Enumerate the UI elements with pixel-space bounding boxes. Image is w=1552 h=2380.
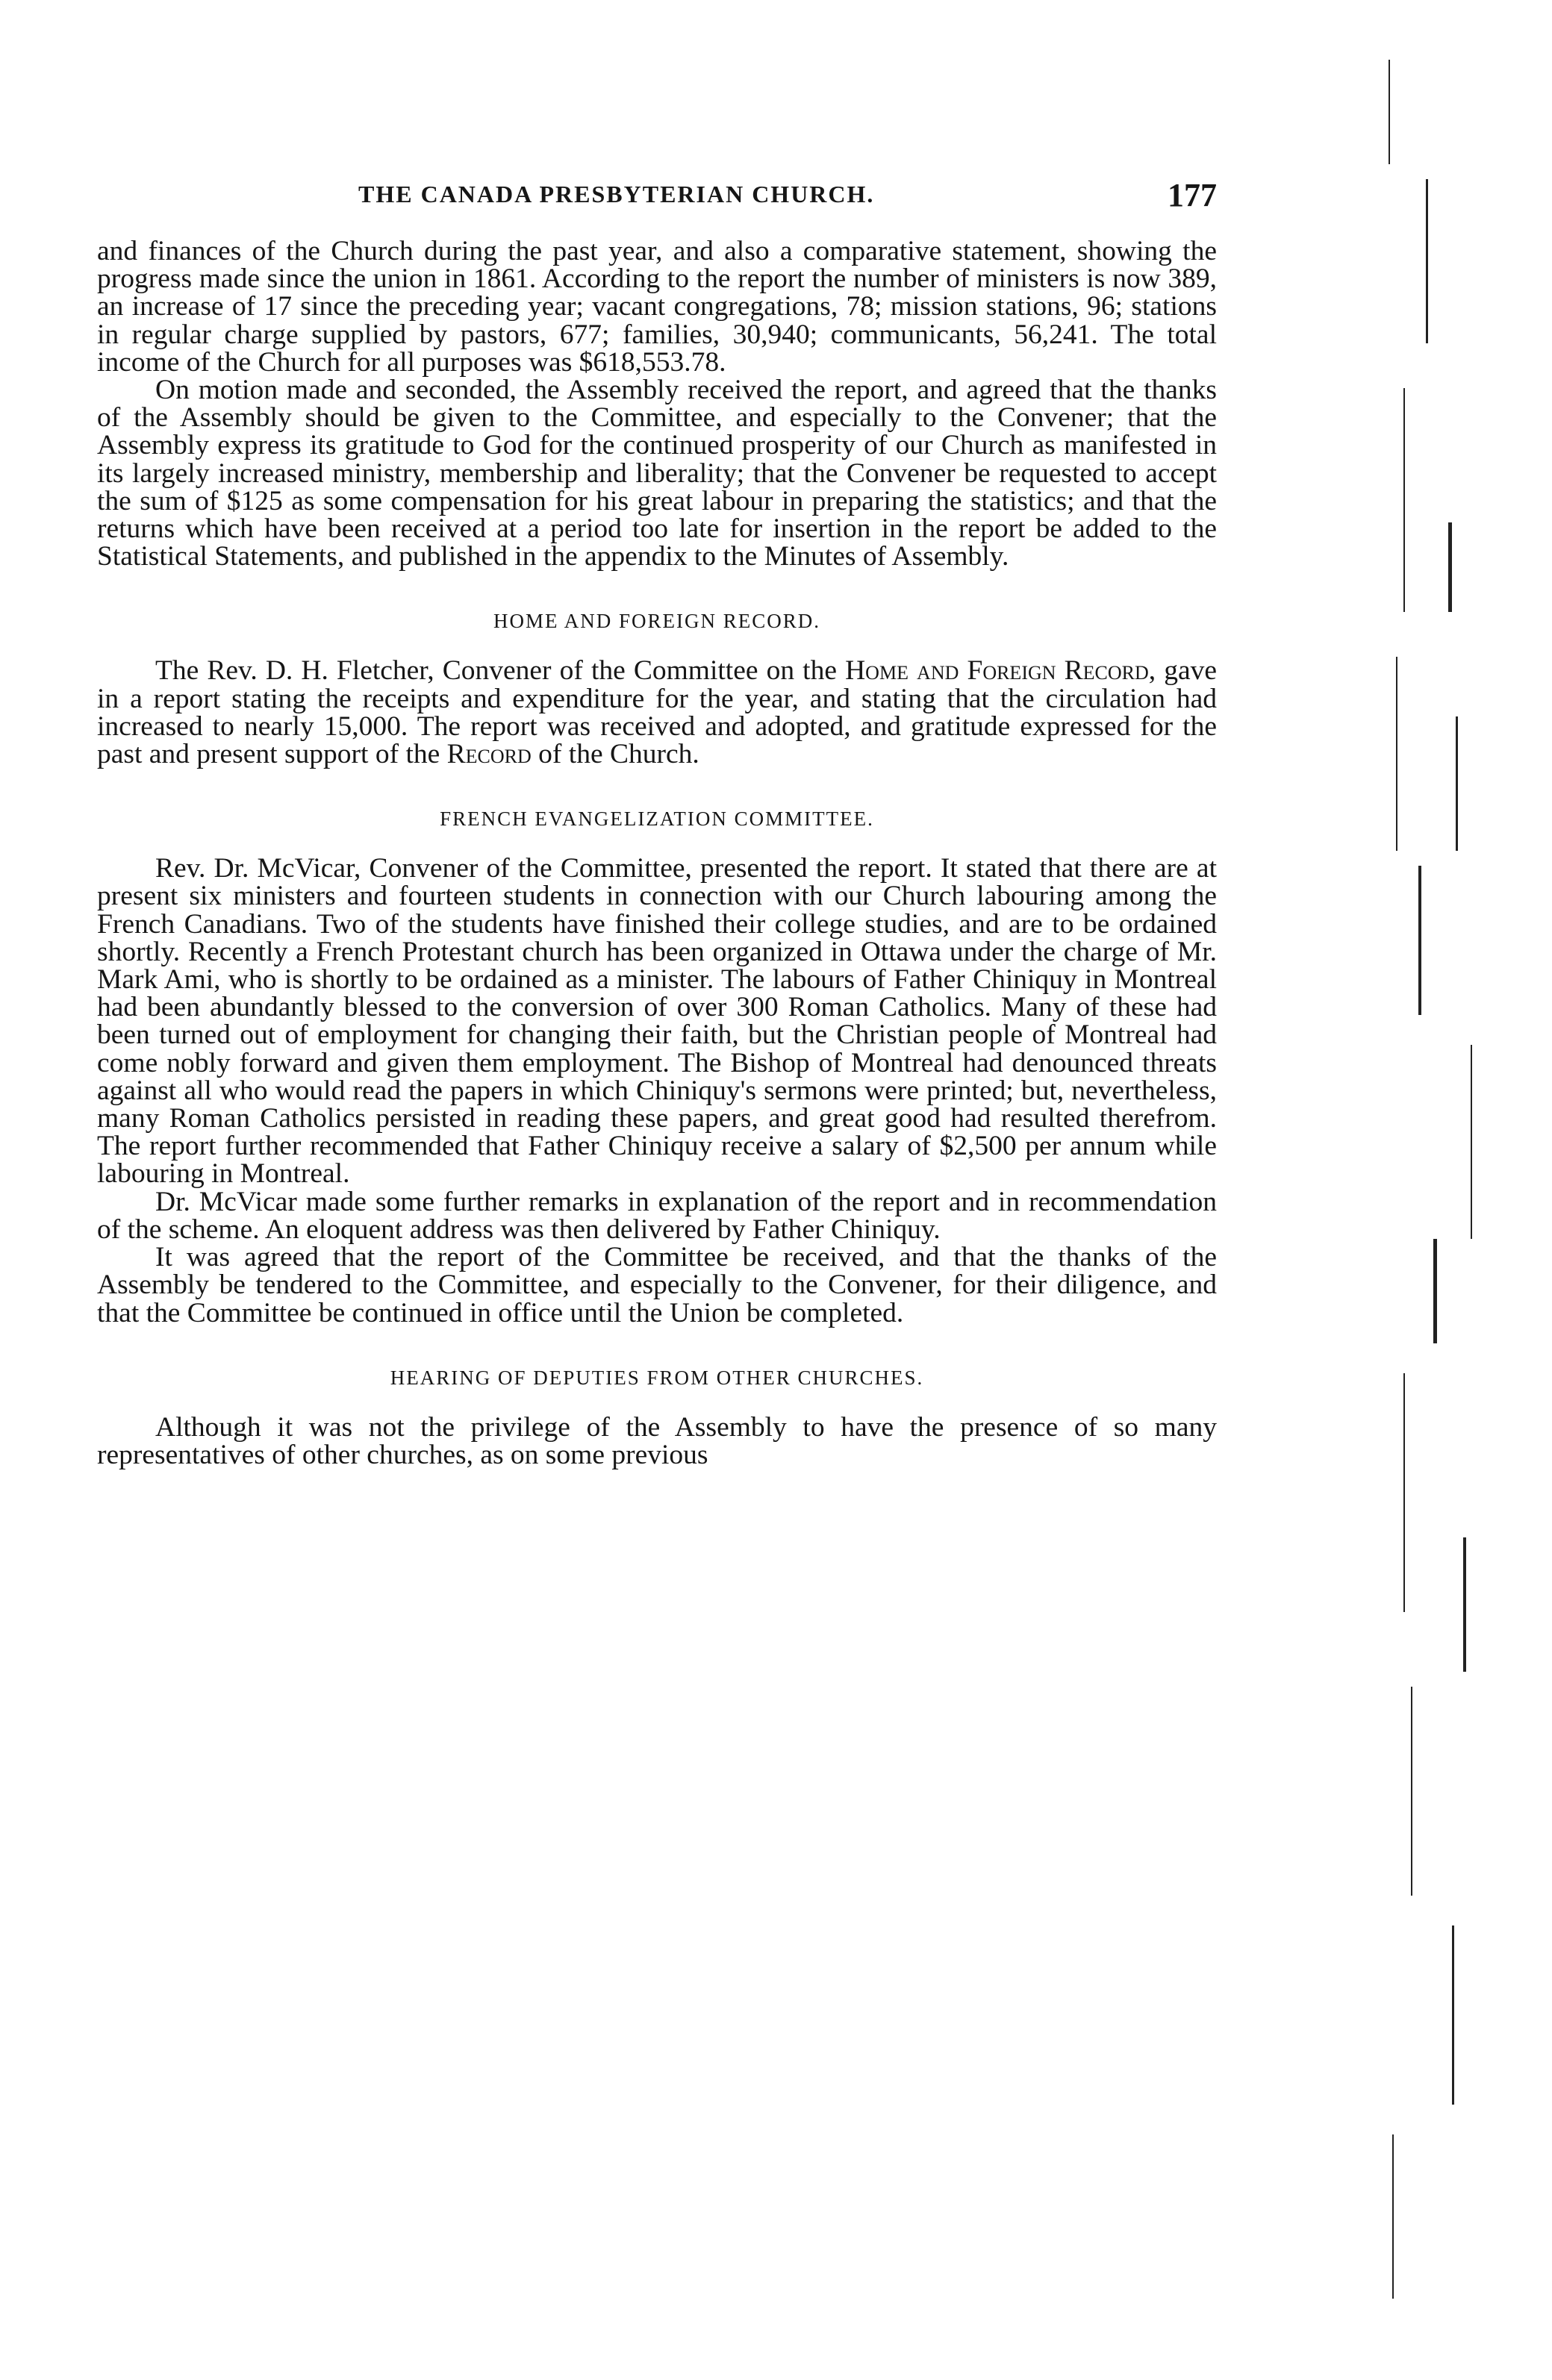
page-header bbox=[97, 176, 1217, 218]
body-text bbox=[97, 237, 1217, 1469]
paragraph-french-report: Rev. Dr. McVicar, Convener of the Committee, presented the report. It stated that there are at present six ministers and fourteen students in connection with our Church labouring among the French Canadians. Two of the students have finished their college studies, and are to be ordained shortly. Recently a French Protestant church has been organized in Ottawa under the charge of Mr. Mark Ami, who is shortly to be ordained as a minister. The labours of Father Chiniquy in Montreal had been abundantly blessed to the conversion of over 300 Roman Catholics. Many of these had been turned out of employment for changing their faith, but the Christian people of Montreal had come nobly forward and given them employment. The Bishop of Montreal had denounced threats against all who would read the papers in which Chiniquy's sermons were printed; but, nevertheless, many Roman Catholics persisted in reading these papers, and great good had resulted therefrom. The report further recommended that Father Chiniquy receive a salary of $2,500 per annum while labouring in Montreal. bbox=[97, 853, 1217, 1190]
paragraph-finances-continued: and finances of the Church during the past year, and also a comparative statement, showing the progress made since the union in 1861. According to the report the number of ministers is now 389, an increase of 17 since the preceding year; vacant congregations, 78; mission stations, 96; stations in regular charge supplied by pastors, 677; families, 30,940; communicants, 56,241. The total income of the Church for all purposes was $618,553.78. bbox=[97, 236, 1217, 378]
paragraph-motion: On motion made and seconded, the Assembly received the report, and agreed that the thanks of the Assembly should be given to the Committee, and especially to the Convener; that the Assembly express its gratitude to God for the continued prosperity of our Church as manifested in its largely increased ministry, membership and liberality; that the Convener be requested to accept the sum of $125 as some compensation for his great labour in preparing the statistics; and that the returns which have been received at a period too late for insertion in the report be added to the Statistical Statements, and published in the appendix to the Minutes of Assembly. bbox=[97, 375, 1217, 572]
section-heading-home-foreign-record: HOME AND FOREIGN RECORD. bbox=[493, 610, 821, 633]
small-caps-title: Record bbox=[446, 739, 532, 770]
page-number: 177 bbox=[1168, 177, 1217, 213]
paragraph-mcvicar-remarks: Dr. McVicar made some further remarks in explanation of the report and in recommendation of the scheme. An eloquent address was then delivered by Father Chiniquy. bbox=[97, 1186, 1217, 1245]
scanned-binding-edge bbox=[1381, 45, 1486, 2329]
paragraph-text: The Rev. D. H. Fletcher, Convener of the Committee on the bbox=[155, 655, 846, 687]
section-heading-deputies: HEARING OF DEPUTIES FROM OTHER CHURCHES. bbox=[390, 1366, 924, 1389]
paragraph-deputies: Although it was not the privilege of the Assembly to have the presence of so many representatives of other churches, as on some previous bbox=[97, 1411, 1217, 1470]
small-caps-title: Home and Foreign Record bbox=[845, 655, 1149, 687]
paragraph-text: of the Church. bbox=[531, 739, 699, 770]
running-title: THE CANADA PRESBYTERIAN CHURCH. bbox=[358, 181, 875, 207]
paragraph-text: , gave in a report stating the receipts and expenditure for the year, and stating that the circulation had increased to nearly 15,000. The report was received and adopted, and gratitude expressed for the past and present support of the bbox=[97, 655, 1218, 770]
paragraph-home-foreign-record bbox=[97, 657, 1217, 768]
section-heading-french-evangelization: FRENCH EVANGELIZATION COMMITTEE. bbox=[440, 808, 874, 831]
paragraph-agreement: It was agreed that the report of the Committee be received, and that the thanks of the Assembly be tendered to the Committee, and especially to the Convener, for their diligence, and that the Committee be continued in office until the Union be completed. bbox=[97, 1242, 1217, 1328]
